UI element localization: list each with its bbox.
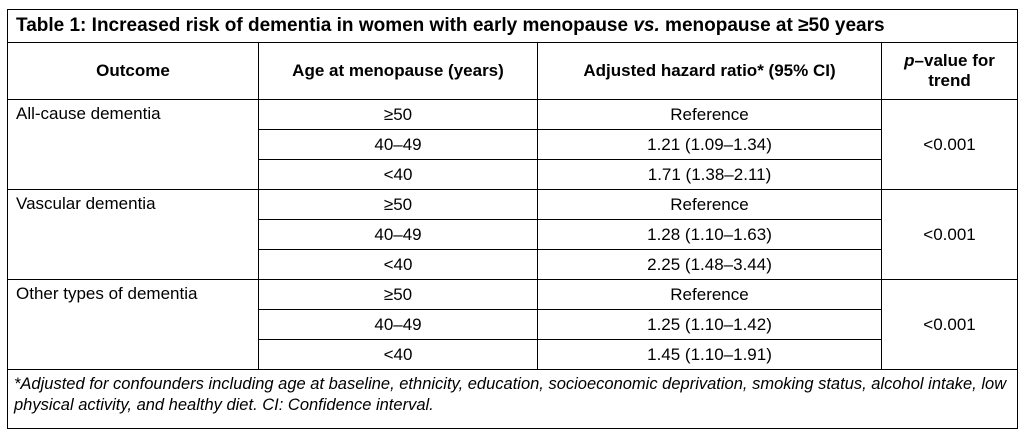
- table-row: [8, 100, 1018, 130]
- title-part-2: vs.: [633, 15, 660, 36]
- hazard-ratio-cell: 1.21 (1.09–1.34): [538, 130, 882, 160]
- age-cell: ≥50: [259, 280, 538, 310]
- table-row: [8, 280, 1018, 310]
- age-cell: ≥50: [259, 190, 538, 220]
- header-pvalue-rest: –value for trend: [914, 51, 995, 90]
- header-row: [8, 43, 1018, 100]
- title-part-1: Table 1: Increased risk of dementia in women with early menopause: [16, 15, 634, 36]
- age-cell: ≥50: [259, 100, 538, 130]
- age-cell: 40–49: [259, 130, 538, 160]
- header-age: Age at menopause (years): [259, 43, 538, 100]
- age-cell: <40: [259, 250, 538, 280]
- hazard-ratio-cell: Reference: [538, 100, 882, 130]
- table-row: [8, 190, 1018, 220]
- hazard-ratio-cell: Reference: [538, 190, 882, 220]
- dementia-risk-table: [7, 9, 1018, 429]
- hazard-ratio-cell: 1.28 (1.10–1.63): [538, 220, 882, 250]
- hazard-ratio-cell: 2.25 (1.48–3.44): [538, 250, 882, 280]
- pvalue-cell: <0.001: [882, 190, 1018, 280]
- header-pvalue: [882, 43, 1018, 100]
- pvalue-cell: <0.001: [882, 100, 1018, 190]
- header-pvalue-p: p: [904, 51, 915, 70]
- table-container: [7, 9, 1017, 429]
- title-part-3: menopause at ≥50 years: [659, 15, 885, 36]
- pvalue-cell: <0.001: [882, 280, 1018, 370]
- hazard-ratio-cell: Reference: [538, 280, 882, 310]
- outcome-cell: Vascular dementia: [8, 190, 259, 280]
- hazard-ratio-cell: 1.45 (1.10–1.91): [538, 340, 882, 370]
- header-outcome: Outcome: [8, 43, 259, 100]
- table-footnote: *Adjusted for confounders including age at baseline, ethnicity, education, socioeconomic deprivation, smoking status, alcohol intake, low physical activity, and healthy diet. CI: Confidence interval.: [8, 370, 1018, 429]
- hazard-ratio-cell: 1.25 (1.10–1.42): [538, 310, 882, 340]
- age-cell: 40–49: [259, 220, 538, 250]
- table-title: [8, 10, 1018, 43]
- age-cell: 40–49: [259, 310, 538, 340]
- footnote-row: [8, 370, 1018, 429]
- title-row: [8, 10, 1018, 43]
- age-cell: <40: [259, 160, 538, 190]
- hazard-ratio-cell: 1.71 (1.38–2.11): [538, 160, 882, 190]
- age-cell: <40: [259, 340, 538, 370]
- outcome-cell: Other types of dementia: [8, 280, 259, 370]
- header-hazard-ratio: Adjusted hazard ratio* (95% CI): [538, 43, 882, 100]
- outcome-cell: All-cause dementia: [8, 100, 259, 190]
